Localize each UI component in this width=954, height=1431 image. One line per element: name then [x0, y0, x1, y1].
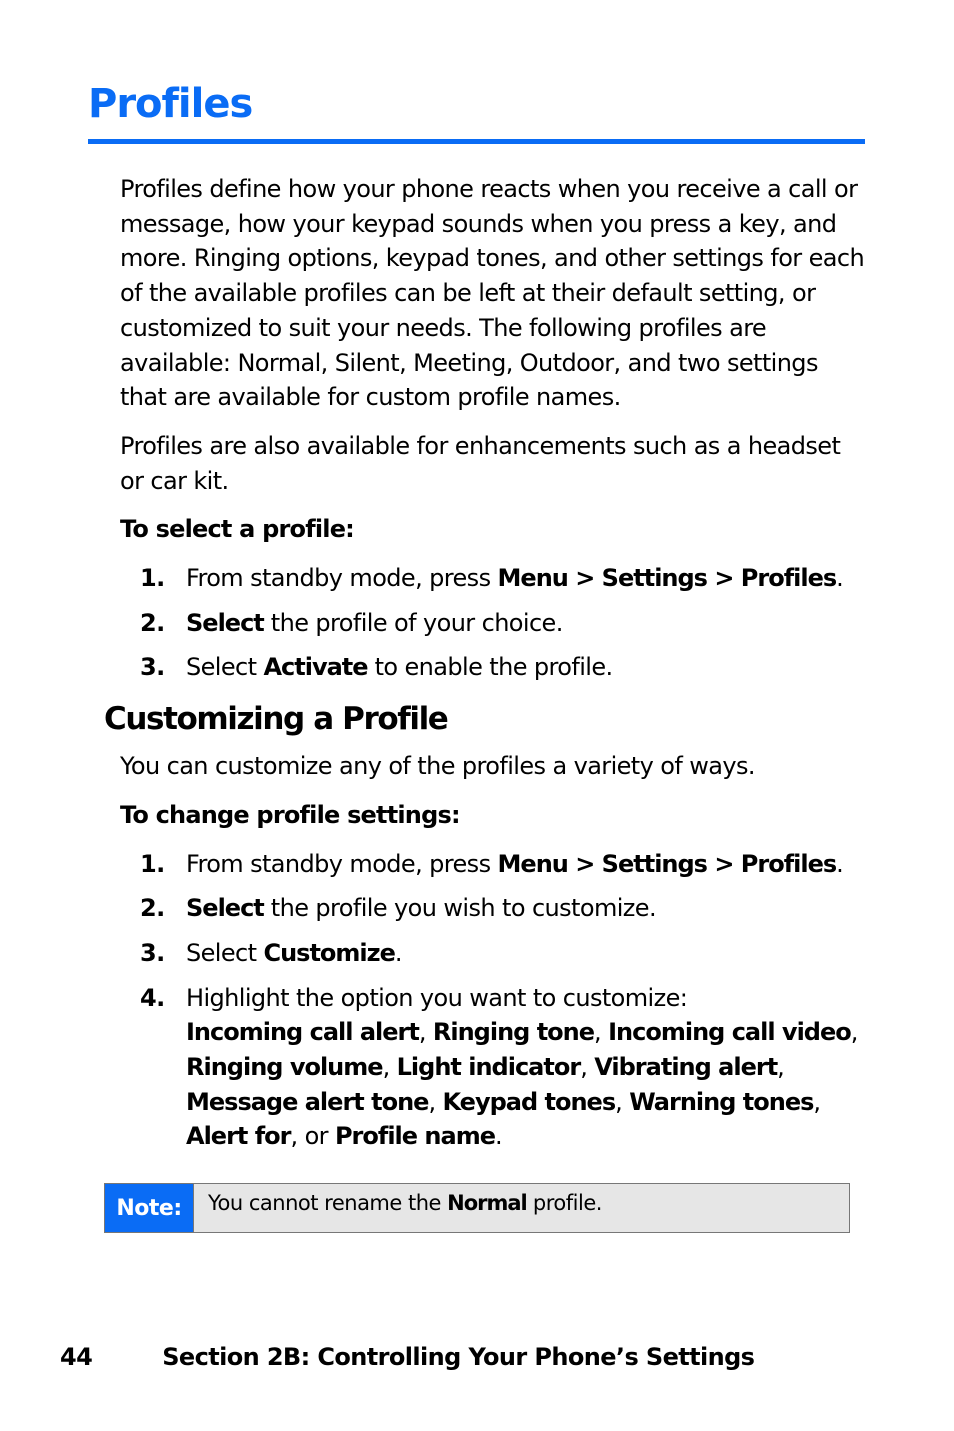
- step-item: [120, 891, 865, 926]
- step-item: [120, 606, 865, 641]
- option-name: Incoming call video: [608, 1018, 851, 1047]
- note-bold: Normal: [447, 1191, 527, 1215]
- section-title: Section 2B: Controlling Your Phone’s Settings: [162, 1343, 755, 1371]
- step-number: 1.: [140, 849, 165, 878]
- step-key: Select: [186, 894, 264, 923]
- step-item: [120, 650, 865, 685]
- step-key: Activate: [263, 653, 368, 682]
- step-number: 3.: [140, 938, 165, 967]
- option-name: Alert for: [186, 1122, 291, 1151]
- step-text: the profile of your choice.: [263, 608, 563, 637]
- step-key: Menu > Settings > Profiles: [497, 849, 837, 878]
- step-number: 4.: [140, 983, 165, 1012]
- customizing-heading: Customizing a Profile: [104, 701, 448, 738]
- step-number: 2.: [140, 894, 165, 923]
- page-number: 44: [60, 1343, 93, 1371]
- note-text-part: You cannot rename the: [208, 1191, 448, 1215]
- option-name: Message alert tone: [186, 1087, 429, 1116]
- note-text: [194, 1184, 616, 1232]
- option-name: Profile name: [334, 1122, 495, 1151]
- step-text: Highlight the option you want to customize:: [186, 983, 688, 1012]
- option-name: Ringing tone: [432, 1018, 595, 1047]
- step-text: to enable the profile.: [367, 653, 613, 682]
- or-word: or: [304, 1122, 328, 1151]
- note-text-part: profile.: [526, 1191, 602, 1215]
- customize-intro: You can customize any of the profiles a variety of ways.: [120, 752, 755, 781]
- option-name: Incoming call alert: [186, 1018, 419, 1047]
- change-settings-heading: To change profile settings:: [120, 800, 460, 829]
- step-text: Select: [186, 653, 264, 682]
- step-key: Menu > Settings > Profiles: [497, 564, 837, 593]
- step-number: 1.: [140, 564, 165, 593]
- step-number: 3.: [140, 653, 165, 682]
- step-item: [120, 561, 865, 596]
- step-text: the profile you wish to customize.: [263, 894, 656, 923]
- step-key: Customize: [263, 938, 395, 967]
- step-text: Select: [186, 938, 264, 967]
- step-text: .: [836, 849, 844, 878]
- option-name: Keypad tones: [442, 1087, 616, 1116]
- page-title: Profiles: [88, 81, 253, 127]
- step-text: From standby mode, press: [186, 849, 498, 878]
- step-text: From standby mode, press: [186, 564, 498, 593]
- step-item: 4. Highlight the option you want to customize: Incoming call alert, Ringing tone, Incoming call video, Ringing volume, Light indicator, Vibrating alert, Message alert tone, Keypad tones, Warning tones, Alert for, or Profile name.: [120, 981, 865, 1155]
- change-steps: [120, 847, 865, 1155]
- step-text: .: [394, 938, 402, 967]
- note-label: Note:: [105, 1184, 194, 1232]
- page-footer: [60, 1343, 754, 1371]
- step-text: .: [836, 564, 844, 593]
- option-name: Ringing volume: [186, 1053, 383, 1082]
- step-item: [120, 936, 865, 971]
- step-key: Select: [186, 608, 264, 637]
- select-steps: [120, 561, 865, 685]
- intro-paragraph: Profiles define how your phone reacts when you receive a call or message, how your keypad sounds when you press a key, and more. Ringing options, keypad tones, and other settings for each of the available profiles can be left at their default setting, or customized to suit your needs. The following profiles are available: Normal, Silent, Meeting, Outdoor, and two settings that are available for custom profile names.: [120, 175, 865, 412]
- step-number: 2.: [140, 608, 165, 637]
- intro-paragraph: Profiles are also available for enhancements such as a headset or car kit.: [120, 431, 841, 495]
- select-profile-heading: To select a profile:: [120, 515, 354, 544]
- option-name: Vibrating alert: [594, 1053, 778, 1082]
- content: [104, 172, 865, 1164]
- option-name: Light indicator: [396, 1053, 581, 1082]
- title-rule: [88, 139, 865, 144]
- option-name: Warning tones: [629, 1087, 814, 1116]
- step-item: [120, 847, 865, 882]
- note-box: [104, 1183, 850, 1233]
